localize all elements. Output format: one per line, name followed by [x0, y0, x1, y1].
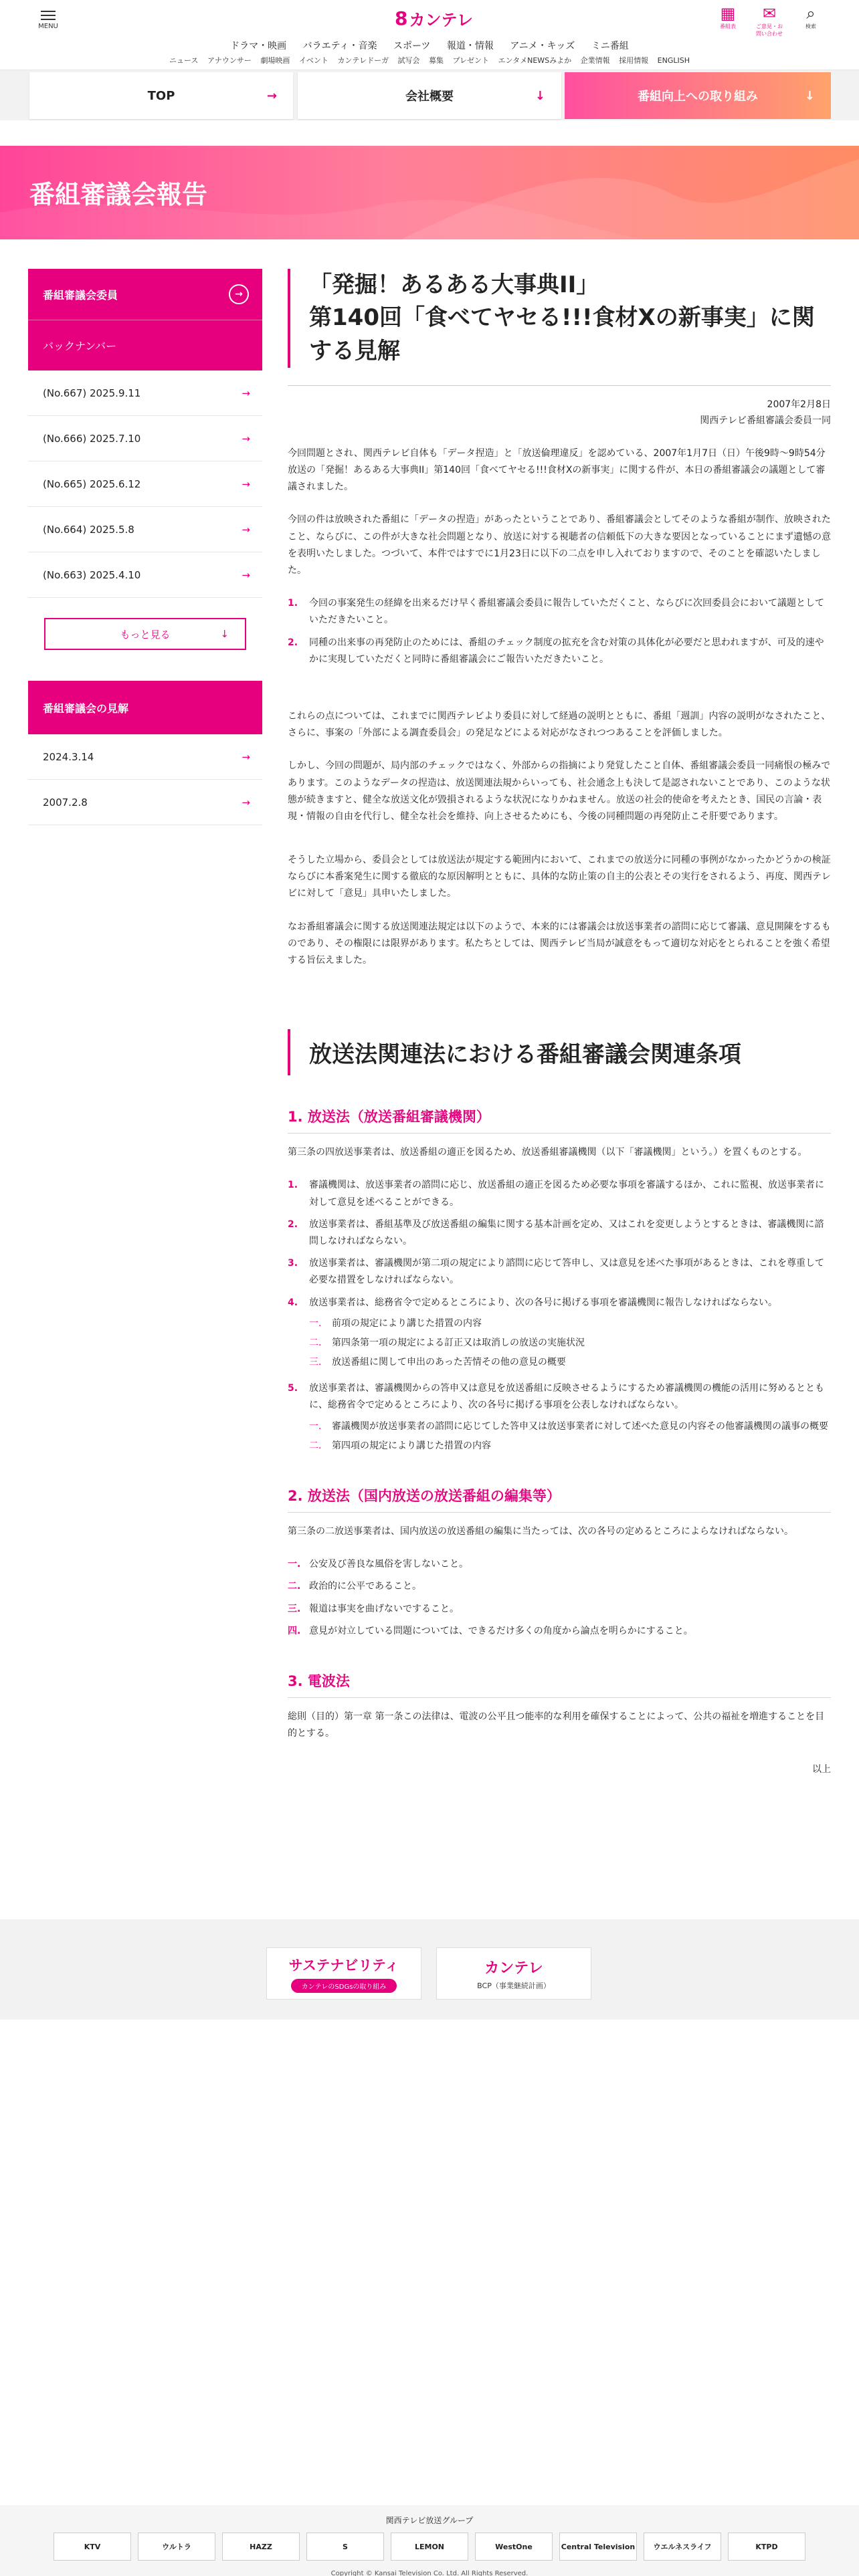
subnav-item[interactable]: イベント — [298, 56, 328, 65]
site-footer — [0, 2505, 859, 2576]
list-text: 意見が対立している問題については、できるだけ多くの角度から論点を明らかにすること。 — [309, 1625, 693, 1636]
nav-drama[interactable]: ドラマ・映画 — [230, 41, 287, 51]
group-logo-link[interactable]: LEMON — [391, 2533, 468, 2561]
subnav-item[interactable]: 募集 — [429, 56, 444, 65]
list-text: 放送事業者は、総務省令で定めるところにより、次の各号に掲げる事項を審議機関に報告しなければならない。 — [309, 1297, 777, 1308]
arrow-right-icon: → — [242, 750, 250, 763]
banner-area — [0, 1919, 859, 2020]
main-content — [288, 269, 831, 1776]
arrow-right-icon: → — [242, 523, 250, 536]
arrow-right-circle-icon: → — [229, 284, 249, 304]
opinion-text: 2007.2.8 — [43, 796, 88, 809]
nav-anime[interactable]: アニメ・キッズ — [510, 41, 575, 51]
list-text: 今回の事案発生の経緯を出来るだけ早く番組審議会委員に報告していただくこと、ならびに次回委員会において議題としていただきたいこと。 — [309, 598, 824, 626]
header-icons — [713, 4, 826, 37]
main-nav — [0, 39, 859, 52]
list-number: 四. — [288, 1625, 301, 1636]
paragraph: 第三条の二放送事業者は、国内放送の放送番組の編集に当たっては、次の各号の定めるところによらなければならない。 — [288, 1526, 793, 1537]
nav-news[interactable]: 報道・情報 — [446, 41, 494, 51]
list-text: 同種の出来事の再発防止のためには、番組のチェック制度の拡充を含む対策の具体化が必要だと思われますが、可及的速やかに実現していただくと同時に番組審議会にご報告いただきたいこと。 — [309, 637, 824, 665]
list-number: 1. — [288, 1180, 298, 1191]
paragraph: なお番組審議会に関する放送関連法規定は以下のようで、本来的には審議会は放送事業者の諮問に応じて審議、意見開陳をするものであり、その権限には限界があります。私たちとしては、関西テレビ当局が誠意をもって適切な対応をとられることを強く希望する旨伝えました。 — [288, 921, 831, 966]
logo-text: カンテレ — [409, 11, 474, 29]
list-text: 放送事業者は、審議機関が第二項の規定により諮問に応じて答申し、又は意見を述べた事項があるときは、これを尊重して必要な措置をしなければならない。 — [309, 1258, 824, 1286]
arrow-down-icon: ↓ — [804, 88, 815, 103]
list-text: 審議機関は、放送事業者の諮問に応じ、放送番組の適正を図るため必要な事項を審議するほか、これに監視、放送事業者に対して意見を述べることができる。 — [309, 1180, 824, 1208]
group-logo-link[interactable]: HAZZ — [222, 2533, 300, 2561]
banner-subtitle: BCP（事業継続計画） — [477, 1981, 551, 1990]
bcp-banner[interactable] — [436, 1947, 591, 2000]
subnav-item[interactable]: 劇場映画 — [260, 56, 290, 65]
sub-list-item — [309, 1335, 831, 1352]
tab-company-label: 会社概要 — [405, 90, 454, 104]
logo-8-icon: 8 — [395, 7, 408, 29]
contact-label: ご意見・お問い合わせ — [756, 23, 783, 37]
article-title-line2: 第140回「食べてヤセる!!!食材Xの新事実」に関する見解 — [309, 304, 815, 364]
article-author: 関西テレビ番組審議会委員一同 — [700, 415, 831, 427]
contact-button[interactable] — [755, 4, 784, 37]
list-text: 政治的に公平であること。 — [309, 1581, 421, 1592]
search-icon: ⌕ — [806, 4, 816, 23]
article-meta — [288, 397, 831, 429]
paragraph: 今回の件は放映された番組に「データの捏造」があったということであり、番組審議会としてそのような番組が制作、放映されたこと、ならびに、この件が大きな社会問題となり、放送に対する視聴者の信頼低下の大きな要因となっていることにまず遺憾の意を表明いたしました。つづいて、本件ではすでに1月23日に以下の二点を申し入れておりますので、そのことを確認いたしました。 — [288, 514, 831, 576]
program-guide-label: 番組表 — [720, 23, 736, 29]
subnav-item[interactable]: 企業情報 — [580, 56, 610, 65]
banner-subtitle: カンテレのSDGsの取り組み — [291, 1979, 397, 1993]
calendar-icon: ▦ — [720, 4, 736, 23]
list-number: 5. — [288, 1383, 298, 1394]
group-logo-link[interactable]: ウエルネスライフ — [644, 2533, 721, 2561]
paragraph: 総則（目的）第一章 第一条この法律は、電波の公平且つ能率的な利用を確保することによって、公共の福祉を増進することを目的とする。 — [288, 1711, 825, 1739]
group-logo-link[interactable]: KTPD — [728, 2533, 805, 2561]
list-number: 二. — [309, 1337, 322, 1348]
list-number: 三. — [309, 1357, 322, 1368]
group-logo-link[interactable]: KTV — [54, 2533, 131, 2561]
sidebar-item-backnumber[interactable] — [28, 507, 262, 552]
article-title — [288, 269, 831, 368]
site-logo[interactable] — [395, 7, 473, 30]
opinion-text: 2024.3.14 — [43, 750, 94, 763]
list-number: 二. — [288, 1581, 301, 1592]
sidebar-opinions-heading — [28, 681, 262, 734]
list-item — [288, 1177, 831, 1210]
nav-mini[interactable]: ミニ番組 — [591, 41, 629, 51]
banner-title: サステナビリティ — [288, 1957, 399, 1973]
subnav-item[interactable]: ENGLISH — [657, 56, 690, 65]
paragraph: これらの点については、これまでに関西テレビより委員に対して経過の説明とともに、番組「週訓」内容の説明がなされたこと、さらに、事案の「外部による調査委員会」の発足などによる対応がなされつつあることを評価しました。 — [288, 710, 831, 739]
subnav-item[interactable]: カンテレドーガ — [337, 56, 389, 65]
list-item — [288, 1380, 831, 1455]
hamburger-icon — [41, 11, 56, 20]
sidebar-members-link[interactable] — [28, 269, 262, 320]
law-section-title: 放送法関連法における番組審議会関連条項 — [288, 1029, 831, 1075]
tab-company[interactable] — [298, 72, 561, 119]
law-subsection-title: 2. 放送法（国内放送の放送番組の編集等） — [288, 1485, 831, 1513]
article-date: 2007年2月8日 — [767, 399, 831, 410]
arrow-right-icon: → — [266, 88, 277, 103]
list-number: 3. — [288, 1258, 298, 1269]
group-title: 関西テレビ放送グループ — [385, 2516, 474, 2525]
arrow-right-icon: → — [242, 477, 250, 490]
arrow-right-icon: → — [242, 387, 250, 399]
list-text: 審議機関が放送事業者の諮問に応じてした答申又は放送事業者に対して述べた意見の内容その他審議機関の議事の概要 — [332, 1420, 828, 1432]
search-button[interactable] — [796, 4, 826, 37]
request-list — [288, 595, 831, 668]
tab-top-label: TOP — [147, 88, 175, 103]
sidebar-item-backnumber[interactable] — [28, 416, 262, 461]
site-header — [0, 0, 859, 70]
program-guide-button[interactable] — [713, 4, 743, 37]
opinions-label: 番組審議会の見解 — [43, 702, 129, 715]
law-subsection-title: 1. 放送法（放送番組審議機関） — [288, 1106, 831, 1134]
list-text: 公安及び善良な風俗を害しないこと。 — [309, 1559, 468, 1570]
tab-top[interactable] — [29, 72, 293, 119]
paragraph: しかし、今回の問題が、局内部のチェックではなく、外部からの指摘により発覚したこと自体、番組審議会委員一同痛恨の極みであります。このようなデータの捏造は、放送関連法規からいっても、社会通念上も決して是認されないことであり、このような状態が続きますと、健全な放送文化が毀損されるような状況になりかねません。放送の社会的使命を考えたとき、国民の言論・表現・情報の自由を代行し、健全な社会を維持、向上させるためにも、今後の同種問題の再発防止こそ肝要であります。 — [288, 760, 831, 822]
list-item — [288, 1295, 831, 1372]
paragraph: 今回問題とされ、関西テレビ自体も「データ捏造」と「放送倫理違反」を認めている、2007年1月7日（日）午後9時〜9時54分放送の「発掘！あるある大事典II」第140回「食べてヤセる!!!食材Xの新事実」に関する件が、本日の番組審議会の議題として審議されました。 — [288, 447, 826, 493]
nav-variety[interactable]: バラエティ・音楽 — [302, 41, 377, 51]
sub-list — [309, 1315, 831, 1372]
sidebar-backnumber-heading — [28, 320, 262, 370]
arrow-down-icon: ↓ — [220, 628, 229, 640]
backnumber-text: (No.663) 2025.4.10 — [43, 568, 141, 581]
list-item — [288, 1623, 831, 1640]
list-number: 三. — [288, 1603, 301, 1614]
sidebar-item-backnumber[interactable] — [28, 370, 262, 416]
hero-banner — [0, 146, 859, 239]
law-list — [288, 1556, 831, 1640]
end-mark: 以上 — [812, 1764, 831, 1776]
list-number: 一. — [309, 1420, 322, 1432]
list-text: 第四条第一項の規定による訂正又は取消しの放送の実施状況 — [332, 1337, 585, 1348]
group-logos — [0, 2533, 859, 2561]
sidebar-members-label: 番組審議会委員 — [43, 288, 118, 302]
menu-button[interactable] — [35, 8, 62, 30]
paragraph: 第三条の四放送事業者は、放送番組の適正を図るため、放送番組審議機関（以下「審議機関」という。）を置くものとする。 — [288, 1147, 807, 1158]
arrow-down-icon: ↓ — [535, 88, 545, 103]
list-number: 2. — [288, 637, 298, 648]
tab-improvement[interactable] — [565, 72, 831, 119]
list-item — [288, 1578, 831, 1595]
list-item — [288, 1601, 831, 1618]
law-subsection-title: 3. 電波法 — [288, 1671, 831, 1698]
sub-list-item — [309, 1354, 831, 1371]
list-item — [288, 1216, 831, 1250]
arrow-right-icon: → — [242, 568, 250, 581]
sidebar — [28, 269, 262, 825]
menu-label: MENU — [38, 23, 58, 30]
backnumber-text: (No.667) 2025.9.11 — [43, 387, 141, 399]
backnumber-label: バックナンバー — [43, 340, 117, 352]
list-item — [288, 1255, 831, 1289]
subnav-item[interactable]: エンタメNEWSみよか — [498, 56, 572, 65]
sidebar-item-opinion[interactable] — [28, 780, 262, 825]
sidebar-item-backnumber[interactable] — [28, 461, 262, 507]
list-text: 放送番組に関して申出のあった苦情その他の意見の概要 — [332, 1357, 566, 1368]
sub-list-item — [309, 1315, 831, 1332]
group-logo-link[interactable]: ウルトラ — [138, 2533, 215, 2561]
subnav-item[interactable]: 採用情報 — [619, 56, 649, 65]
list-number: 4. — [288, 1297, 298, 1308]
backnumber-text: (No.666) 2025.7.10 — [43, 432, 141, 445]
subnav-item[interactable]: プレゼント — [452, 56, 490, 65]
sidebar-item-backnumber[interactable] — [28, 552, 262, 598]
law-list — [288, 1177, 831, 1455]
article-title-line1: 「発掘！あるある大事典II」 — [309, 272, 599, 298]
list-item — [288, 595, 831, 629]
group-logo-link[interactable]: S — [306, 2533, 384, 2561]
list-number: 1. — [288, 598, 298, 609]
list-number: 二. — [309, 1440, 322, 1451]
list-text: 放送事業者は、番組基準及び放送番組の編集に関する基本計画を定め、又はこれを変更しようとするときは、審議機関に諮問しなければならない。 — [309, 1218, 824, 1247]
list-number: 一. — [309, 1317, 322, 1329]
backnumber-text: (No.664) 2025.5.8 — [43, 523, 134, 536]
list-text: 報道は事実を曲げないですること。 — [309, 1603, 459, 1614]
more-button[interactable] — [44, 618, 246, 650]
arrow-right-icon: → — [242, 796, 250, 809]
nav-sports[interactable]: スポーツ — [393, 41, 431, 51]
tab-improvement-label: 番組向上への取り組み — [638, 90, 758, 104]
subnav-item[interactable]: アナウンサー — [207, 56, 252, 65]
page-title: 番組審議会報告 — [29, 180, 208, 209]
subnav-item[interactable]: 試写会 — [397, 56, 420, 65]
sub-list — [309, 1418, 831, 1455]
list-text: 前項の規定により講じた措置の内容 — [332, 1317, 482, 1329]
backnumber-text: (No.665) 2025.6.12 — [43, 477, 141, 490]
copyright: Copyright © Kansai Television Co. Ltd. All Rights Reserved. — [330, 2570, 529, 2576]
list-number: 2. — [288, 1218, 298, 1230]
list-number: 一. — [288, 1559, 301, 1570]
more-label: もっと見る — [120, 628, 171, 641]
arrow-right-icon: → — [242, 432, 250, 445]
section-tabs — [0, 70, 859, 120]
divider — [288, 385, 831, 386]
group-logo-link[interactable]: Central Television — [559, 2533, 637, 2561]
sub-nav — [0, 55, 859, 66]
paragraph: そうした立場から、委員会としては放送法が規定する範囲内において、これまでの放送分に同種の事例がなかったかどうかの検証ならびに本番案発生に関する徹底的な原因解明とともに、具体的な防止策の自主的公表とその実行をされるよう、再度、関西テレビに対して「意見」具申いたしました。 — [288, 855, 831, 899]
sub-list-item — [309, 1418, 831, 1435]
banner-title: カンテレ — [484, 1959, 543, 1977]
list-text: 放送事業者は、審議機関からの答申又は意見を放送番組に反映させるようにするため審議機関の機能の活用に努めるとともに、総務省令で定めるところにより、次の各号に掲げる事項を公表しなければならない。 — [309, 1383, 824, 1411]
sub-list-item — [309, 1438, 831, 1455]
group-logo-link[interactable]: WestOne — [475, 2533, 553, 2561]
sidebar-item-opinion[interactable] — [28, 734, 262, 780]
mail-icon: ✉ — [762, 4, 777, 23]
sustainability-banner[interactable] — [266, 1947, 421, 2000]
subnav-item[interactable]: ニュース — [169, 56, 199, 65]
search-label: 検索 — [805, 23, 816, 29]
list-item — [288, 1556, 831, 1573]
list-item — [288, 635, 831, 668]
list-text: 第四項の規定により講じた措置の内容 — [332, 1440, 491, 1451]
